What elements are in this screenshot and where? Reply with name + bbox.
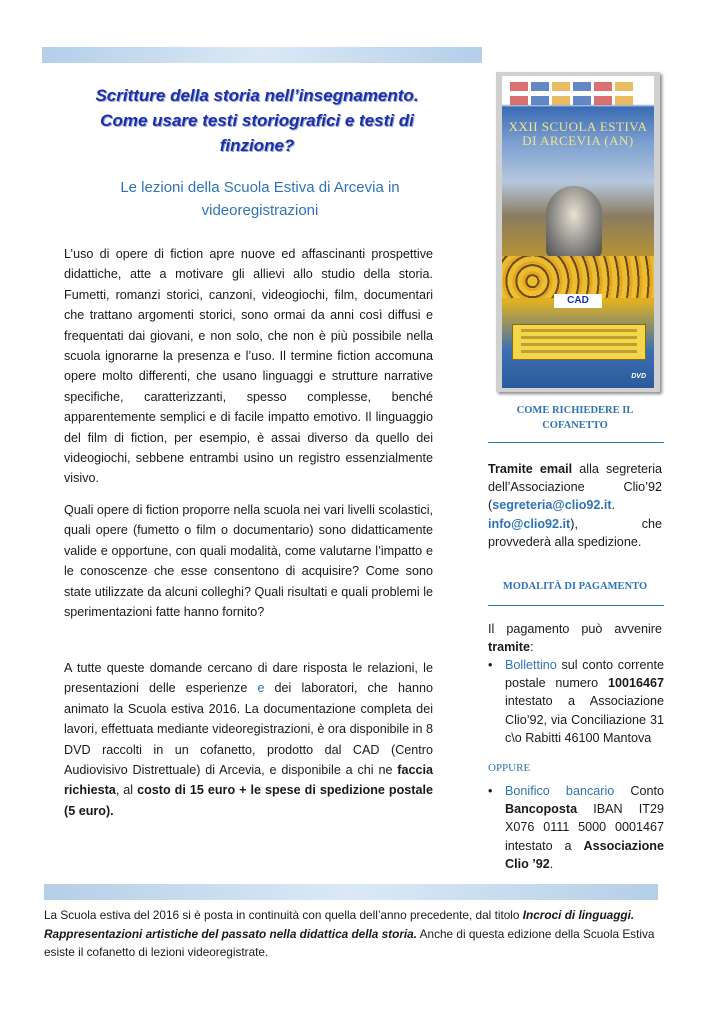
- bank-name: Bancoposta: [505, 802, 578, 817]
- payment-intro-bold: tramite: [488, 640, 530, 655]
- footer-text-1: La Scuola estiva del 2016 si è posta in continuità con quella dell’anno precedente, dal titolo: [44, 908, 523, 922]
- account-number: 10016467: [607, 676, 664, 691]
- dvd-logo: DVD: [631, 373, 646, 380]
- cover-title: [506, 120, 650, 148]
- title-line-3: finzione?: [219, 136, 295, 155]
- document-title: [62, 83, 452, 158]
- paragraph3-bold1: faccia richiesta: [64, 763, 433, 798]
- email-link-segreteria[interactable]: segreteria@clio92.it: [492, 498, 612, 513]
- cad-logo: CAD: [554, 294, 602, 308]
- header-band: [42, 47, 482, 63]
- bonifico-label: Bonifico bancario: [505, 784, 615, 798]
- footer-italic-title: Incroci di linguaggi. Rappresentazioni artistiche del passato nella didattica della storia.: [44, 908, 635, 941]
- cover-title-line-1: XXII SCUOLA ESTIVA: [508, 119, 648, 134]
- payment-intro-end: :: [530, 640, 534, 655]
- paragraph3-bold2: costo di 15 euro + le spese di spedizione postale (5 euro).: [64, 783, 433, 818]
- statue-figure: [546, 186, 602, 258]
- title-line-1: Scritture della storia nell’insegnamento.: [95, 86, 419, 105]
- account-holder: Associazione Clio ’92: [505, 838, 664, 871]
- title-line-2: Come usare testi storiografici e testi di: [100, 111, 414, 130]
- sponsor-logos: [510, 82, 646, 106]
- heading1-line-1: COME RICHIEDERE IL: [516, 405, 634, 416]
- footer-band: [44, 884, 658, 900]
- subtitle-line-2: videoregistrazioni: [201, 202, 319, 219]
- divider: [488, 605, 664, 606]
- request-sep: .: [611, 498, 616, 513]
- payment-option-bollettino: [488, 656, 664, 747]
- bollettino-text-2: intestato a Associazione Clio’92, via Conciliazione 31 c\o Rabitti 46100 Mantova: [505, 694, 664, 745]
- sunflower-field: [502, 256, 654, 298]
- paragraph3-part1: A tutte queste domande cercano di dare risposta le relazioni, le presentazioni delle esperienze: [64, 661, 433, 696]
- bonifico-text: [505, 782, 664, 873]
- cover-title-line-2: DI ARCEVIA (AN): [522, 133, 634, 148]
- payment-option-bonifico: [488, 782, 664, 873]
- footer-note: [44, 906, 684, 962]
- email-link-info[interactable]: info@clio92.it: [488, 516, 571, 531]
- payment-heading: MODALITÀ DI PAGAMENTO: [502, 581, 648, 592]
- document-subtitle: [70, 176, 450, 222]
- subtitle-line-1: Le lezioni della Scuola Estiva di Arcevia in: [120, 179, 400, 196]
- how-to-request-heading: [488, 403, 662, 433]
- paragraph3-conj: e: [257, 681, 265, 696]
- oppure-label: OPPURE: [488, 762, 531, 774]
- bollettino-text: [505, 656, 664, 747]
- paragraph-documentation: [64, 658, 433, 821]
- footer-text-2: Anche di questa edizione della Scuola Estiva esiste il cofanetto di lezioni videoregistrate.: [44, 926, 655, 959]
- bollettino-text-1: sul conto corrente postale numero: [505, 658, 664, 691]
- paragraph3-part2: dei laboratori, che hanno animato la Scuola estiva 2016. La documentazione completa dei lavori, effettuata mediante videoregistrazioni, è ora disponibile in 8 DVD raccolti in un cofanetto, prodotto dal CAD (Centro Audiovisivo Distrettuale) di Arcevia, e disponibile a chi ne: [64, 681, 433, 778]
- paragraph-questions: Quali opere di fiction proporre nella scuola nei vari livelli scolastici, quali opere (fumetto o film o documentario) sono didatticamente valide e opportune, con quali modalità, come valutarne l’impatto e le conoscenze che esse consentono di acquisire? Come sono state utilizzate da alcuni colleghi? Quali risultati e quali problemi le sperimentazioni fatte hanno fornito?: [64, 503, 433, 620]
- paragraph3-part3: , al: [115, 783, 138, 798]
- cover-artwork: [502, 76, 654, 388]
- bonifico-text-1: Conto: [614, 784, 664, 798]
- payment-intro-text: Il pagamento può avvenire: [488, 622, 662, 636]
- paragraph-intro: L’uso di opere di fiction apre nuove ed affascinanti prospettive didattiche, atte a motivare gli allievi allo studio della storia. Fumetti, romanzi storici, canzoni, videogiochi, film, documentari che trattano argomenti storici, sono ormai da anni così diffusi e frequentati dai giovani, e non solo, che non è più possibile nella scuola ignorarne la presenza e l’uso. Il termine fiction accomuna opere molto differenti, che usano linguaggi e strutture narrative specifiche, caratterizzanti, spesso complesse, benché apparentemente semplici e di facile impatto emotivo. Il linguaggio del film di fiction, per esempio, è assai diverso da quello dei videogiochi, sebbene entrambi usino un registro essenzialmente visivo.: [64, 247, 433, 486]
- request-text-2: ), che provvederà alla spedizione.: [488, 516, 662, 549]
- heading1-line-2: COFANETTO: [542, 420, 608, 431]
- request-lead: Tramite email: [488, 462, 573, 476]
- payment-intro: [488, 620, 662, 656]
- bonifico-end: .: [549, 856, 554, 871]
- divider: [488, 442, 664, 443]
- bullet-icon: •: [488, 658, 493, 672]
- request-text-1: alla segreteria dell’Associazione Clio’92 (: [488, 462, 662, 513]
- bollettino-label: Bollettino: [505, 658, 557, 672]
- bullet-icon: •: [488, 784, 493, 798]
- request-instructions: [488, 460, 662, 551]
- dvd-cover-image: [496, 72, 660, 392]
- cover-info-box: [512, 324, 646, 360]
- bonifico-text-2: IBAN IT29 X076 0111 5000 0001467 intestato a: [505, 802, 664, 853]
